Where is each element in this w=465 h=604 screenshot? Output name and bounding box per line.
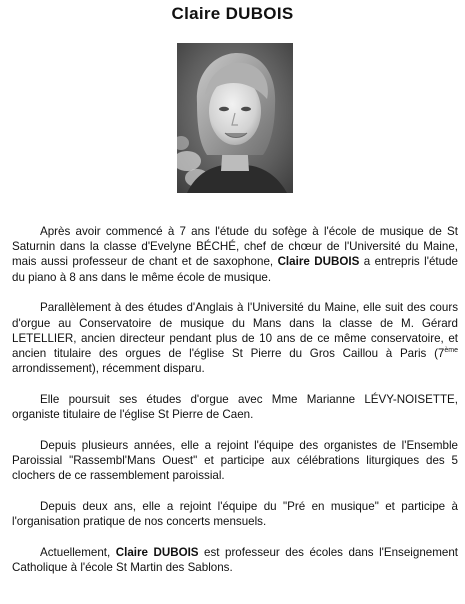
person-name: Claire DUBOIS bbox=[277, 255, 360, 269]
portrait-photo bbox=[177, 43, 293, 193]
page-title: Claire DUBOIS bbox=[171, 4, 294, 23]
biography-text bbox=[12, 224, 458, 575]
paragraph-1: Après avoir commencé à 7 ans l'étude du sofège à l'école de musique de St Saturnin dans la classe d'Evelyne BÉCHÉ, chef de chœur de l'Université du Maine, mais aussi professeur de chant et de saxophone, Claire DUBOIS a entrepris l'étude du piano à 8 ans dans le même école de musique. bbox=[12, 225, 458, 284]
person-name: Claire DUBOIS bbox=[115, 545, 199, 559]
paragraph-6: Actuellement, Claire DUBOIS est professeur des écoles dans l'Enseignement Catholique à l'école St Martin des Sablons. bbox=[12, 545, 458, 574]
paragraph-4: Depuis plusieurs années, elle a rejoint l'équipe des organistes de l'Ensemble Paroissial "Rassembl'Mans Ouest" et participe aux célébrations liturgiques des 5 clochers de ce rassemblement paroissial. bbox=[12, 438, 458, 483]
paragraph-2: Parallèlement à des études d'Anglais à l'Université du Maine, elle suit des cours d'orgue au Conservatoire de musique du Mans dans la classe de M. Gérard LETELLIER, ancien directeur pendant plus de 10 ans de ce même conservatoire, et ancien titulaire des orgues de l'église St Pierre du Gros Caillou à Paris (7ème arrondissement), récemment disparu. bbox=[12, 301, 458, 376]
paragraph-5: Depuis deux ans, elle a rejoint l'équipe du "Pré en musique" et participe à l'organisation pratique de nos concerts mensuels. bbox=[12, 499, 458, 529]
paragraph-3: Elle poursuit ses études d'orgue avec Mme Marianne LÉVY-NOISETTE, organiste titulaire de l'église St Pierre de Caen. bbox=[12, 392, 458, 422]
